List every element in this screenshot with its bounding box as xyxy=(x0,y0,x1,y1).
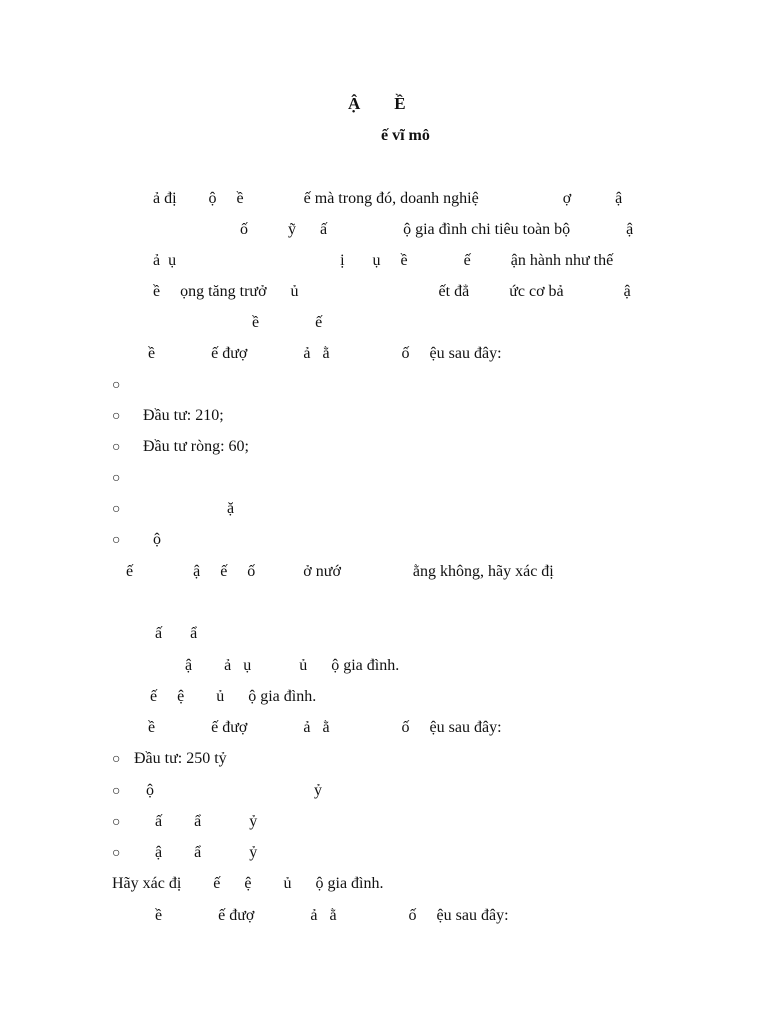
paragraph-line: ả ụ ị ụ ề ế ận hành như thế xyxy=(153,252,614,269)
bullet-icon: ○ xyxy=(112,533,121,548)
bullet-icon: ○ xyxy=(112,471,121,486)
paragraph-line: ề ọng tăng trưở ủ ết đẳ ức cơ bả ậ xyxy=(153,283,631,300)
paragraph-line: ế ệ ủ ộ gia đình. xyxy=(150,688,317,705)
paragraph-line: ề ế xyxy=(252,314,323,331)
list-item: ộ xyxy=(153,531,161,548)
bullet-icon: ○ xyxy=(112,815,121,830)
question: Hãy xác đị ế ệ ủ ộ gia đình. xyxy=(112,875,384,892)
bullet-icon: ○ xyxy=(112,409,121,424)
bullet-icon: ○ xyxy=(112,846,121,861)
list-item: ặ xyxy=(143,500,235,517)
list-item: Đầu tư ròng: 60; xyxy=(143,438,249,455)
list-item: ộ ỷ xyxy=(146,782,322,799)
list-intro: ề ế đượ ả ằ ố ệu sau đây: xyxy=(148,345,502,362)
paragraph-line: ấ ẩ xyxy=(155,625,198,642)
list-item: ấ ẩ ỷ xyxy=(155,813,258,830)
list-intro: ề ế đượ ả ằ ố ệu sau đây: xyxy=(155,907,509,924)
bullet-icon: ○ xyxy=(112,752,121,767)
document-title: Ậ Ề xyxy=(348,94,406,113)
paragraph-line: ố ỹ ấ ộ gia đình chi tiêu toàn bộ ậ xyxy=(240,221,634,238)
list-item: ậ ẩ ỷ xyxy=(155,844,258,861)
bullet-icon: ○ xyxy=(112,502,121,517)
bullet-icon: ○ xyxy=(112,784,121,799)
question: ế ậ ế ố ở nướ ằng không, hãy xác đị xyxy=(126,563,554,580)
list-item: Đầu tư: 210; xyxy=(143,407,224,424)
paragraph-line: ả đị ộ ề ế mà trong đó, doanh nghiệ ợ ậ xyxy=(153,190,623,207)
bullet-icon: ○ xyxy=(112,378,121,393)
paragraph-line: ậ ả ụ ủ ộ gia đình. xyxy=(185,657,400,674)
list-intro: ề ế đượ ả ằ ố ệu sau đây: xyxy=(148,719,502,736)
list-item: Đầu tư: 250 tỷ xyxy=(134,750,227,767)
document-subtitle: ế vĩ mô xyxy=(381,127,430,144)
bullet-icon: ○ xyxy=(112,440,121,455)
